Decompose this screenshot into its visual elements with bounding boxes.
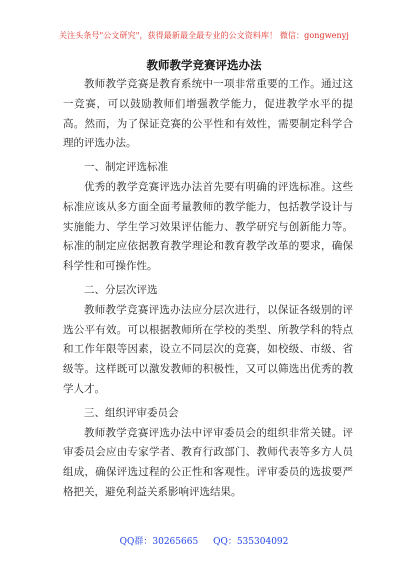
section-heading-3: 三、组织评审委员会 [84, 406, 179, 419]
footer-qq-group: QQ群：30265665 [119, 537, 199, 547]
footer-qq: QQ：535304092 [213, 537, 289, 547]
section-paragraph-1: 优秀的教学竞赛评选办法首先要有明确的评选标准。这些标准应该从多方面全面考量教师的教学能力，包括教学设计与实施能力、学生学习效果评估能力、教学研究与创新能力等。标准的制定应依据教育教学理论和教育教学改革的要求，确保科学性和可操作性。 [63, 180, 353, 273]
section-heading-1: 一、制定评选标准 [84, 161, 168, 174]
document-title: 教师教学竞赛评选办法 [146, 58, 262, 72]
header-note: 关注头条号"公文研究"，获得最新最全最专业的公文资料库！ 微信：gongwenyj [59, 31, 349, 40]
footer-contact [0, 534, 408, 547]
section-paragraph-3: 教师教学竞赛评选办法中评审委员会的组织非常关键。评审委员会应由专家学者、教育行政部门、教师代表等多方人员组成，确保评选过程的公正性和客观性。评审委员的选拔要严格把关，避免利益关系影响评选结果。 [63, 426, 353, 498]
document-body [63, 75, 353, 503]
intro-paragraph: 教师教学竞赛是教育系统中一项非常重要的工作。通过这一竞赛，可以鼓励教师们增强教学能力，促进教学水平的提高。然而，为了保证竞赛的公平性和有效性，需要制定科学合理的评选办法。 [63, 78, 353, 150]
section-paragraph-2: 教师教学竞赛评选办法应分层次进行，以保证各级别的评选公平有效。可以根据教师所在学校的类型、所教学科的特点和工作年限等因素，设立不同层次的竞赛，如校级、市级、省级等。这样既可以激发教师的积极性，又可以筛选出优秀的教学人才。 [63, 303, 353, 395]
section-heading-2: 二、分层次评选 [84, 283, 158, 296]
